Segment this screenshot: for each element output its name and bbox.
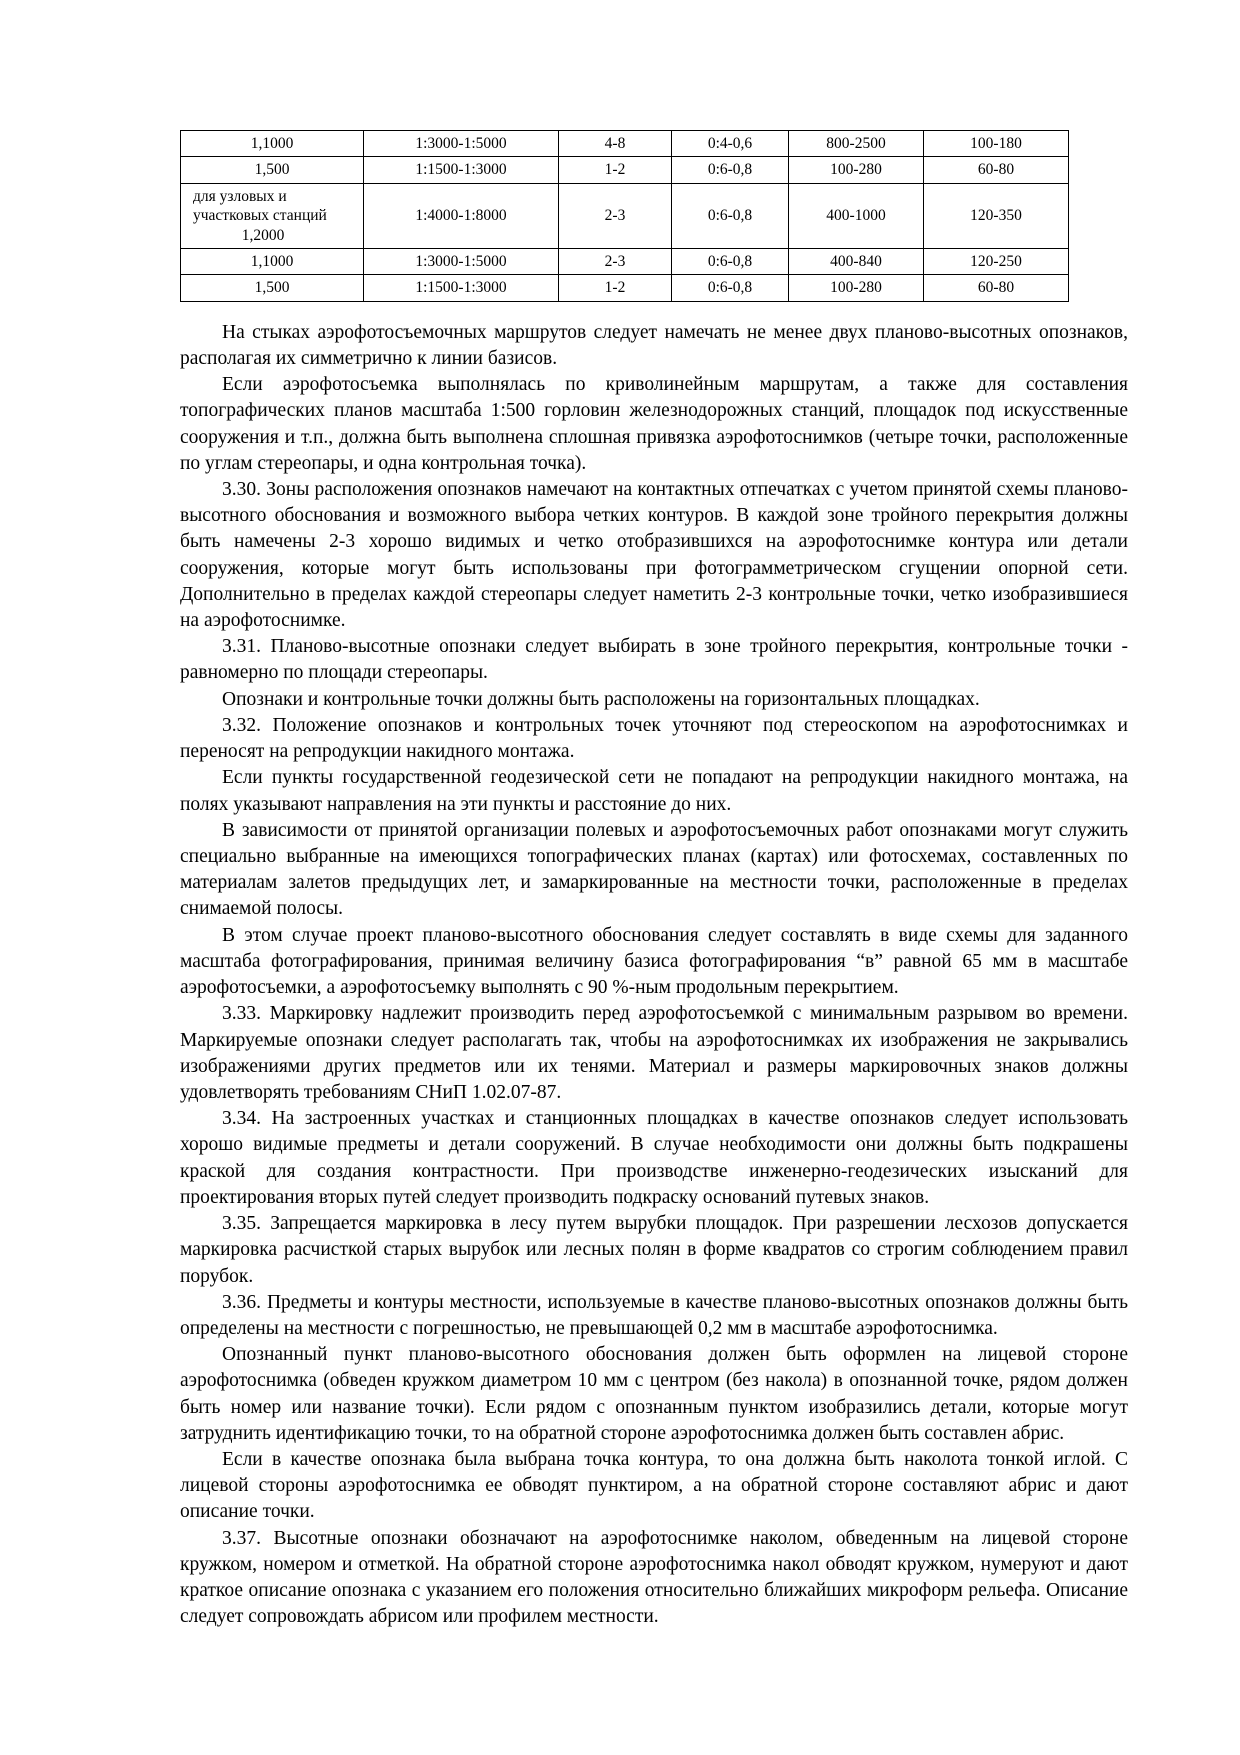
table-cell-range1: 800-2500 bbox=[789, 131, 924, 157]
table-cell-count: 4-8 bbox=[559, 131, 672, 157]
table-row bbox=[181, 183, 1069, 248]
table-row bbox=[181, 275, 1069, 301]
paragraph: 3.34. На застроенных участках и станционных площадках в качестве опознаков следует использовать хорошо видимые предметы и детали сооружений. В случае необходимости они должны быть подкрашены краской для создания контрастности. При производстве инженерно-геодезических изысканий для проектирования вторых путей следует производить подкраску оснований путевых знаков. bbox=[180, 1108, 1128, 1208]
paragraph: 3.31. Планово-высотные опознаки следует выбирать в зоне тройного перекрытия, контрольные точки - равномерно по площади стереопары. bbox=[180, 636, 1128, 684]
table-cell-photo-scale: 1:1500-1:3000 bbox=[364, 275, 559, 301]
document-body bbox=[180, 320, 1128, 1631]
paragraph: В зависимости от принятой организации полевых и аэрофотосъемочных работ опознаками могут служить специально выбранные на имеющихся топографических планах (картах) или фотосхемах, составленных по материалам залетов предыдущих лет, и замаркированные на местности точки, расположенные в пределах снимаемой полосы. bbox=[180, 819, 1128, 920]
paragraph: Опознаки и контрольные точки должны быть расположены на горизонтальных площадках. bbox=[222, 688, 980, 710]
table-row bbox=[181, 131, 1069, 157]
table-cell-accuracy: 0:6-0,8 bbox=[672, 183, 789, 248]
table-cell-accuracy: 0:4-0,6 bbox=[672, 131, 789, 157]
table-cell-group-label: для узловых и участковых станций bbox=[193, 187, 327, 225]
paragraph: 3.33. Маркировку надлежит производить перед аэрофотосъемкой с минимальным разрывом во времени. Маркируемые опознаки следует располагать так, чтобы на аэрофотоснимках их изображения не закрывались изображениями других предметов или их тенями. Материал и размеры маркировочных знаков должны удовлетворять требованиям СНиП 1.02.07-87. bbox=[180, 1003, 1128, 1103]
table-cell-photo-scale: 1:4000-1:8000 bbox=[364, 183, 559, 248]
table-row bbox=[181, 157, 1069, 183]
paragraph: 3.30. Зоны расположения опознаков намечают на контактных отпечатках с учетом принятой схемы планово-высотного обоснования и возможного выбора четких контуров. В каждой зоне тройного перекрытия должны быть намечены 2-3 хорошо видимых и четко отобразившихся на аэрофотоснимке контура или детали сооружения, которые могут быть использованы при фотограмметрическом сгущении опорной сети. Дополнительно в пределах каждой стереопары следует наметить 2-3 контрольные точки, четко изобразившиеся на аэрофотоснимке. bbox=[180, 478, 1128, 632]
table-cell-count: 2-3 bbox=[559, 183, 672, 248]
table-cell-range2: 100-180 bbox=[924, 131, 1069, 157]
paragraph: Опознанный пункт планово-высотного обоснования должен быть оформлен на лицевой стороне аэрофотоснимка (обведен кружком диаметром 10 мм с центром (без накола) в опознанной точке, рядом должен быть номер или название точки). Если рядом с опознанным пунктом изобразились детали, которые могут затруднить идентификацию точки, то на обратной стороне аэрофотоснимка должен быть составлен абрис. bbox=[180, 1344, 1128, 1444]
paragraph: 3.35. Запрещается маркировка в лесу путем вырубки площадок. При разрешении лесхозов допускается маркировка расчисткой старых вырубок или лесных полян в форме квадратов со строгим соблюдением правил порубок. bbox=[180, 1213, 1128, 1287]
table-cell-scale-group bbox=[181, 183, 364, 248]
paragraph: Если в качестве опознака была выбрана точка контура, то она должна быть наколота тонкой иглой. С лицевой стороны аэрофотоснимка ее обводят пунктиром, а на обратной стороне составляют абрис и дают описание точки. bbox=[180, 1449, 1128, 1523]
table-cell-photo-scale: 1:3000-1:5000 bbox=[364, 248, 559, 274]
table-cell-photo-scale: 1:1500-1:3000 bbox=[364, 157, 559, 183]
table-body bbox=[181, 131, 1069, 302]
table-cell-range2: 120-350 bbox=[924, 183, 1069, 248]
table-cell-range1: 400-840 bbox=[789, 248, 924, 274]
table-cell-photo-scale: 1:3000-1:5000 bbox=[364, 131, 559, 157]
paragraph: 3.36. Предметы и контуры местности, используемые в качестве планово-высотных опознаков должны быть определены на местности с погрешностью, не превышающей 0,2 мм в масштабе аэрофотоснимка. bbox=[180, 1291, 1128, 1339]
table-cell-scale: 1,500 bbox=[181, 275, 364, 301]
table-cell-accuracy: 0:6-0,8 bbox=[672, 157, 789, 183]
paragraph: На стыках аэрофотосъемочных маршрутов следует намечать не менее двух планово-высотных опознаков, располагая их симметрично к линии базисов. bbox=[180, 321, 1128, 369]
paragraph: 3.37. Высотные опознаки обозначают на аэрофотоснимке наколом, обведенным на лицевой стороне кружком, номером и отметкой. На обратной стороне аэрофотоснимка накол обводят кружком, нумеруют и дают краткое описание опознака с указанием его положения относительно ближайших микроформ рельефа. Описание следует сопровождать абрисом или профилем местности. bbox=[180, 1527, 1128, 1628]
paragraph: Если пункты государственной геодезической сети не попадают на репродукции накидного монтажа, на полях указывают направления на эти пункты и расстояние до них. bbox=[180, 767, 1128, 815]
table-cell-range1: 100-280 bbox=[789, 157, 924, 183]
paragraph: Если аэрофотосъемка выполнялась по криволинейным маршрутам, а также для составления топографических планов масштаба 1:500 горловин железнодорожных станций, площадок под искусственные сооружения и т.п., должна быть выполнена сплошная привязка аэрофотоснимков (четыре точки, расположенные по углам стереопары, и одна контрольная точка). bbox=[180, 374, 1128, 474]
table-cell-range2: 60-80 bbox=[924, 275, 1069, 301]
table-cell-count: 2-3 bbox=[559, 248, 672, 274]
table-cell-count: 1-2 bbox=[559, 157, 672, 183]
table-cell-range2: 60-80 bbox=[924, 157, 1069, 183]
table-cell-range1: 400-1000 bbox=[789, 183, 924, 248]
table-cell-accuracy: 0:6-0,8 bbox=[672, 275, 789, 301]
table-cell-accuracy: 0:6-0,8 bbox=[672, 248, 789, 274]
table-cell-count: 1-2 bbox=[559, 275, 672, 301]
table-cell-scale-value: 1,2000 bbox=[241, 226, 285, 244]
table-cell-scale: 1,500 bbox=[181, 157, 364, 183]
table-cell-range1: 100-280 bbox=[789, 275, 924, 301]
paragraph: 3.32. Положение опознаков и контрольных точек уточняют под стереоскопом на аэрофотоснимках и переносят на репродукции накидного монтажа. bbox=[180, 714, 1128, 763]
paragraph: В этом случае проект планово-высотного обоснования следует составлять в виде схемы для заданного масштаба фотографирования, принимая величину базиса фотографирования “в” равной 65 мм в масштабе аэрофотосъемки, а аэрофотосъемку выполнять с 90 %-ным продольным перекрытием. bbox=[180, 924, 1128, 999]
parameters-table bbox=[180, 130, 1069, 302]
table-cell-scale: 1,1000 bbox=[181, 131, 364, 157]
table-cell-scale: 1,1000 bbox=[181, 248, 364, 274]
table-row bbox=[181, 248, 1069, 274]
table-cell-range2: 120-250 bbox=[924, 248, 1069, 274]
